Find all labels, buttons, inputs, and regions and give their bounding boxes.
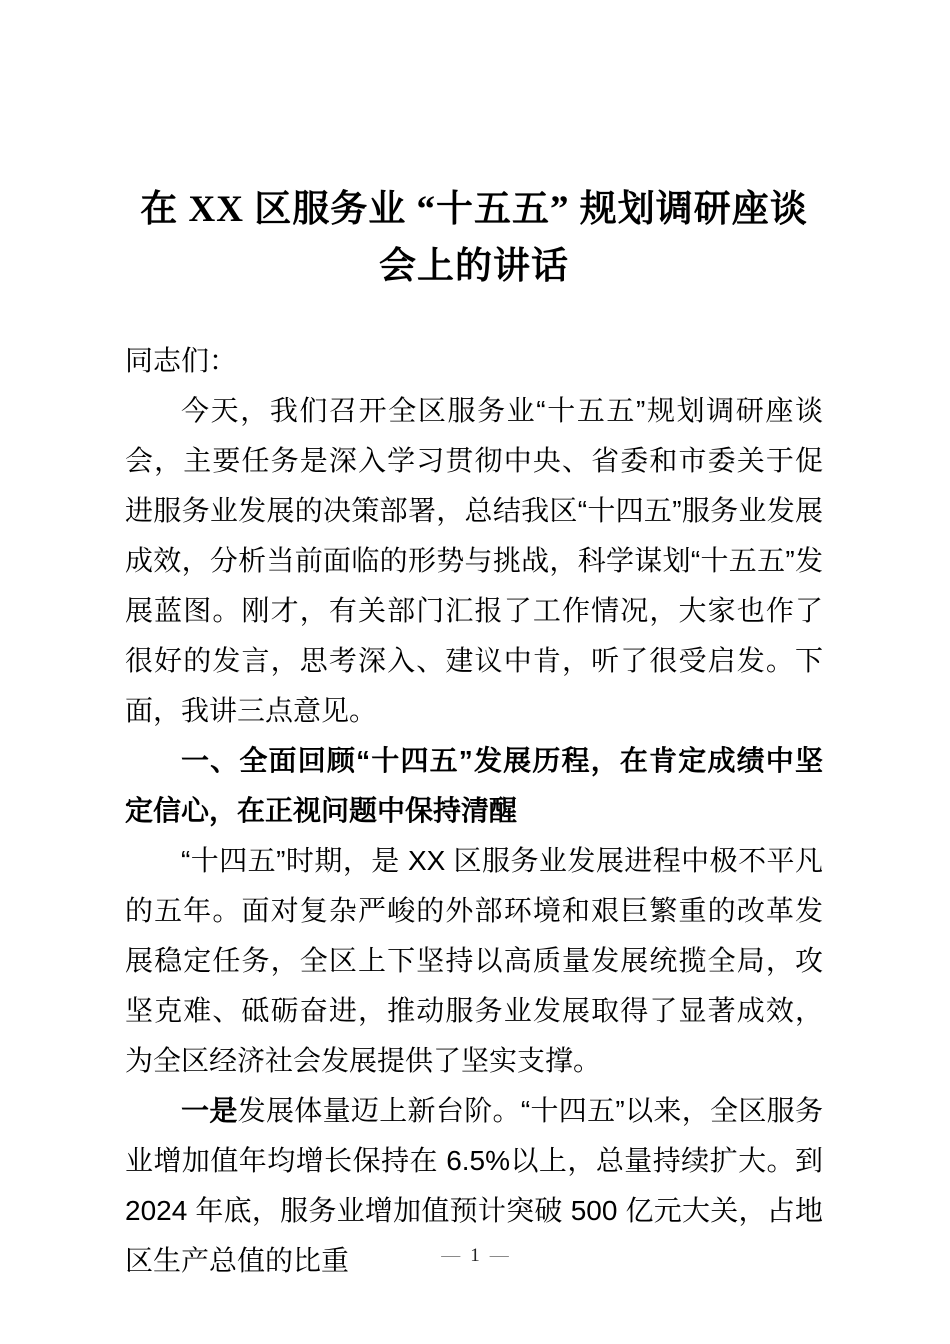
paragraph-intro: 今天，我们召开全区服务业“十五五”规划调研座谈会，主要任务是深入学习贯彻中央、省委和市委关于促进服务业发展的决策部署，总结我区“十四五”服务业发展成效，分析当前面临的形势与挑战，科学谋划“十五五”发展蓝图。刚才，有关部门汇报了工作情况，大家也作了很好的发言，思考深入、建议中肯，听了很受启发。下面，我讲三点意见。 <box>125 395 823 726</box>
paragraph-point-1-bold-prefix: 一是 <box>181 1095 238 1126</box>
paragraph-review: “十四五”时期，是 XX 区服务业发展进程中极不平凡的五年。面对复杂严峻的外部环境和艰巨繁重的改革发展稳定任务，全区上下坚持以高质量发展统揽全局，攻坚克难、砥砺奋进，推动服务业发展取得了显著成效，为全区经济社会发展提供了坚实支撑。 <box>125 845 823 1076</box>
page-footer <box>0 1244 950 1268</box>
footer-dash-right: — <box>489 1245 509 1266</box>
section-heading-1: 一、全面回顾“十四五”发展历程，在肯定成绩中坚定信心，在正视问题中保持清醒 <box>125 745 823 826</box>
paragraph-point-1-text: 发展体量迈上新台阶。“十四五”以来，全区服务业增加值年均增长保持在 6.5%以上，总量持续扩大。到 2024 年底，服务业增加值预计突破 500 亿元大关，占地区生产总值的比重 <box>125 1095 823 1276</box>
salutation: 同志们： <box>125 345 238 376</box>
document-body <box>125 336 823 1286</box>
footer-page-number: 1 <box>470 1245 480 1266</box>
footer-dash-left: — <box>441 1245 461 1266</box>
document-title <box>125 181 823 295</box>
document-content <box>125 0 823 1286</box>
title-line-1: 在 XX 区服务业 “十五五” 规划调研座谈 <box>140 189 808 230</box>
title-line-2: 会上的讲话 <box>379 246 569 287</box>
